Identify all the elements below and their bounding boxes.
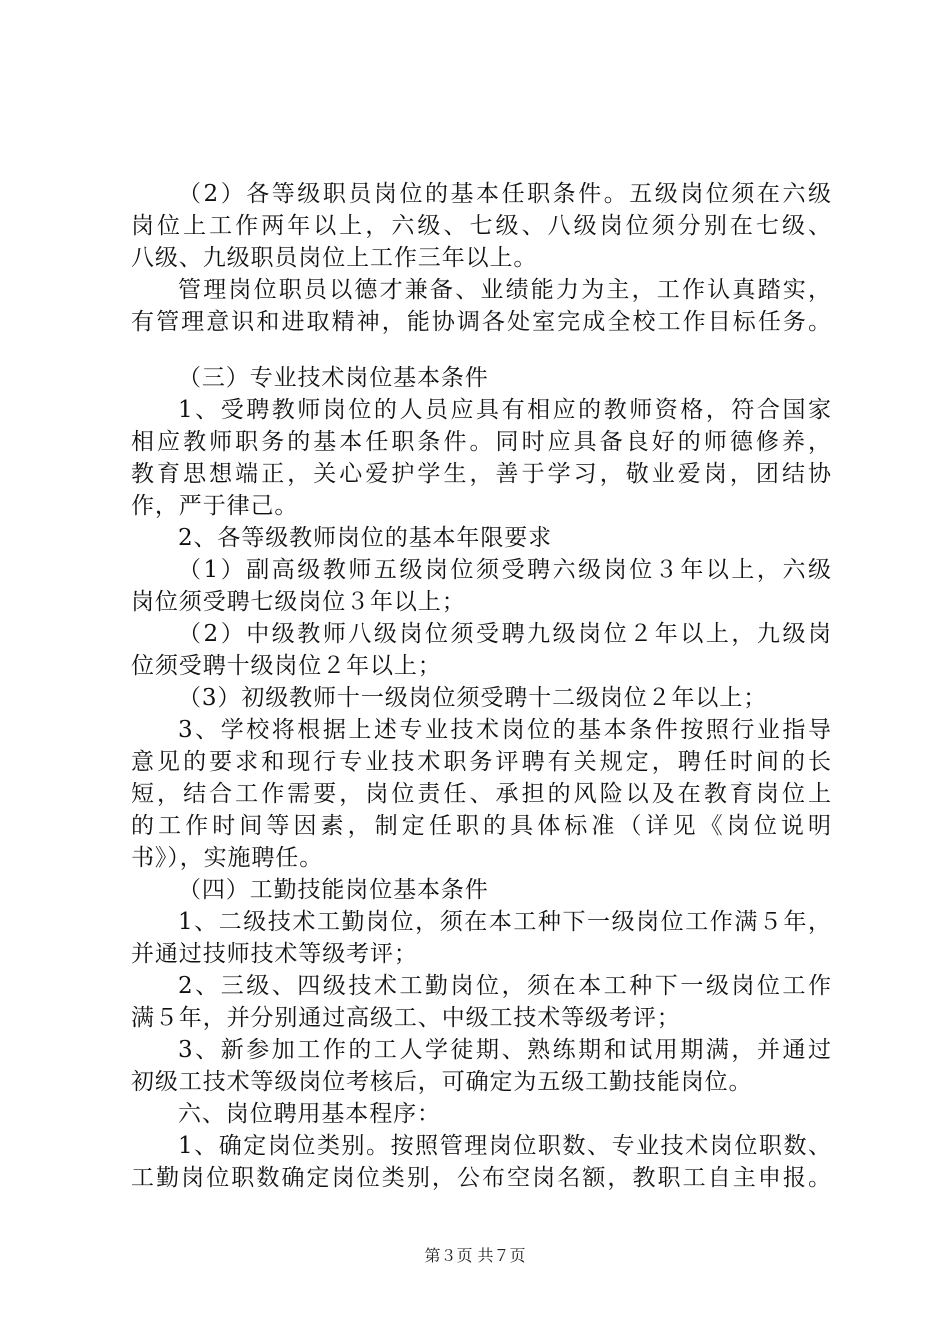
text-line: （2）中级教师八级岗位须受聘九级岗位２年以上，九级岗: [178, 621, 831, 647]
text-line: 工勤岗位职数确定岗位类别，公布空岗名额，教职工自主申报。: [131, 1165, 831, 1191]
text-line: 1、受聘教师岗位的人员应具有相应的教师资格，符合国家: [178, 397, 831, 423]
text-line: 的工作时间等因素，制定任职的具体标准（详见《岗位说明: [131, 813, 831, 839]
text-line: 并通过技师技术等级考评；: [131, 941, 418, 967]
section-heading: 六、岗位聘用基本程序：: [178, 1101, 441, 1127]
text-line: （1）副高级教师五级岗位须受聘六级岗位３年以上，六级: [178, 557, 831, 583]
text-line: 岗位须受聘七级岗位３年以上；: [131, 589, 466, 615]
text-line: 有管理意识和进取精神，能协调各处室完成全校工作目标任务。: [131, 309, 831, 335]
text-line: 管理岗位职员以德才兼备、业绩能力为主，工作认真踏实，: [178, 277, 831, 303]
text-line: 1、确定岗位类别。按照管理岗位职数、专业技术岗位职数、: [178, 1133, 831, 1159]
text-line: 岗位上工作两年以上，六级、七级、八级岗位须分别在七级、: [131, 213, 831, 239]
section-heading: （四）工勤技能岗位基本条件: [178, 877, 489, 903]
text-line: （2）各等级职员岗位的基本任职条件。五级岗位须在六级: [178, 181, 831, 207]
text-line: 满５年，并分别通过高级工、中级工技术等级考评；: [131, 1005, 681, 1031]
page-footer: 第３页 共７页: [424, 1246, 526, 1265]
text-line: 短，结合工作需要，岗位责任、承担的风险以及在教育岗位上: [131, 781, 831, 807]
text-line: 初级工技术等级岗位考核后，可确定为五级工勤技能岗位。: [131, 1069, 753, 1095]
text-line: 2、各等级教师岗位的基本年限要求: [178, 525, 553, 551]
text-line: 相应教师职务的基本任职条件。同时应具备良好的师德修养，: [131, 429, 831, 455]
text-line: 八级、九级职员岗位上工作三年以上。: [131, 245, 538, 271]
text-line: 3、新参加工作的工人学徒期、熟练期和试用期满，并通过: [178, 1037, 831, 1063]
text-line: 2、三级、四级技术工勤岗位，须在本工种下一级岗位工作: [178, 973, 831, 999]
text-line: 1、二级技术工勤岗位，须在本工种下一级岗位工作满５年，: [178, 909, 831, 935]
text-line: 意见的要求和现行专业技术职务评聘有关规定，聘任时间的长: [131, 749, 831, 775]
text-line: 3、学校将根据上述专业技术岗位的基本条件按照行业指导: [178, 717, 831, 743]
section-heading: （三）专业技术岗位基本条件: [178, 365, 489, 391]
text-line: 教育思想端正，关心爱护学生，善于学习，敬业爱岗，团结协: [131, 461, 831, 487]
text-line: （3）初级教师十一级岗位须受聘十二级岗位２年以上；: [178, 685, 768, 711]
text-line: 书》），实施聘任。: [131, 845, 324, 871]
text-line: 位须受聘十级岗位２年以上；: [131, 653, 442, 679]
text-line: 作，严于律己。: [131, 493, 299, 519]
